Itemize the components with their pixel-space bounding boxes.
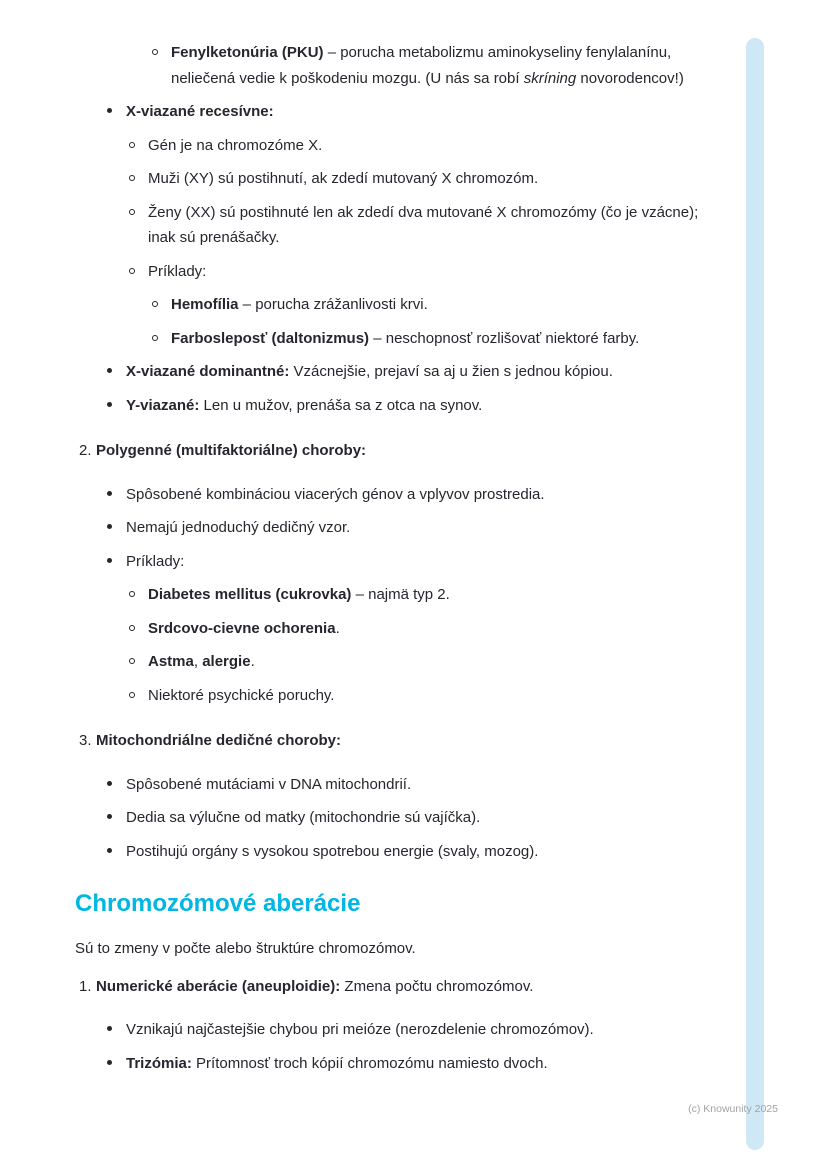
- bullet-dot: [107, 108, 112, 113]
- text-segment: Príklady:: [126, 552, 185, 570]
- bullet-icon: [129, 133, 148, 148]
- list-item: [129, 683, 725, 709]
- text-segment: Ženy (XX) sú postihnuté len ak zdedí dva mutované X chromozómy (čo je vzácne); inak sú prenášačky.: [148, 203, 699, 246]
- bullet-icon: [107, 1051, 126, 1065]
- list-item: [129, 200, 725, 251]
- text-segment: Zmena počtu chromozómov.: [340, 977, 534, 995]
- text-segment: Numerické aberácie (aneuploidie):: [96, 977, 341, 995]
- list-item-text: [126, 839, 725, 865]
- bullet-dot: [129, 591, 135, 597]
- bullet-icon: [107, 549, 126, 563]
- list-item-text: [171, 292, 725, 318]
- numbered-item: [75, 974, 725, 1000]
- item-number: 2.: [79, 442, 92, 459]
- bullet-dot: [129, 268, 135, 274]
- text-segment: Dedia sa výlučne od matky (mitochondrie sú vajíčka).: [126, 809, 481, 826]
- bullet-icon: [129, 166, 148, 181]
- list-item-text: [171, 40, 725, 91]
- bullet-dot: [107, 781, 112, 786]
- item-number: 3.: [79, 732, 92, 749]
- list-item-text: [126, 772, 725, 798]
- text-segment: alergie: [202, 653, 251, 670]
- list-item-text: [148, 683, 725, 709]
- list-item-text: [126, 99, 725, 125]
- numbered-item: [75, 438, 725, 464]
- bullet-icon: [129, 683, 148, 698]
- text-segment: Len u mužov, prenáša sa z otca na synov.: [199, 396, 483, 414]
- watermark: (c) Knowunity 2025: [688, 1103, 778, 1115]
- bullet-dot: [129, 658, 135, 664]
- bullet-icon: [107, 839, 126, 853]
- bullet-dot: [129, 209, 135, 215]
- text-segment: Gén je na chromozóme X.: [148, 136, 323, 154]
- text-segment: ,: [193, 653, 203, 670]
- text-segment: – neschopnosť rozlišovať niektoré farby.: [369, 329, 640, 347]
- list-item-text: [126, 805, 725, 831]
- bullet-dot: [152, 301, 158, 307]
- text-segment: – porucha metabolizmu aminokyseliny fenylalanínu, neliečená vedie k poškodeniu mozgu. (U nás sa robí: [171, 44, 672, 87]
- bullet-icon: [107, 359, 126, 373]
- text-segment: Astma: [148, 653, 194, 670]
- bullet-icon: [152, 326, 171, 341]
- bullet-icon: [129, 259, 148, 274]
- list-item: [107, 393, 725, 419]
- list-item: [107, 1017, 725, 1043]
- bullet-icon: [107, 482, 126, 496]
- text-segment: X-viazané dominantné:: [126, 363, 290, 380]
- list-item-text: [126, 1051, 725, 1077]
- bullet-dot: [107, 402, 112, 407]
- text-segment: Y-viazané:: [126, 396, 200, 414]
- section-heading: Chromozómové aberácie: [75, 890, 361, 917]
- list-item-text: [148, 649, 725, 675]
- text-segment: Spôsobené mutáciami v DNA mitochondrií.: [126, 775, 412, 793]
- list-item-text: [126, 1017, 725, 1043]
- item-number: 1.: [79, 977, 92, 995]
- text-segment: Niektoré psychické poruchy.: [148, 686, 335, 704]
- list-item: [107, 549, 725, 575]
- list-item: [107, 515, 725, 541]
- text-segment: Fenylketonúria (PKU): [171, 44, 324, 61]
- list-item-text: [148, 582, 725, 608]
- text-segment: Diabetes mellitus (cukrovka): [148, 586, 352, 603]
- document-content: [75, 40, 725, 1084]
- numbered-item: [75, 728, 725, 754]
- text-segment: Muži (XY) sú postihnutí, ak zdedí mutovaný X chromozóm.: [148, 170, 539, 187]
- bullet-dot: [129, 692, 135, 698]
- list-item: [107, 772, 725, 798]
- bullet-dot: [107, 524, 112, 529]
- bullet-dot: [152, 49, 158, 55]
- bullet-dot: [107, 1060, 112, 1065]
- text-segment: – najmä typ 2.: [351, 586, 450, 603]
- list-item-text: [148, 616, 725, 642]
- list-item: [107, 359, 725, 385]
- bullet-dot: [107, 368, 112, 373]
- bullet-icon: [152, 40, 171, 55]
- bullet-dot: [107, 1026, 112, 1031]
- text-segment: Spôsobené kombináciou viacerých génov a vplyvov prostredia.: [126, 485, 545, 503]
- list-item: [152, 326, 725, 352]
- bullet-icon: [107, 772, 126, 786]
- text-segment: Hemofília: [171, 296, 239, 313]
- bullet-icon: [129, 200, 148, 215]
- bullet-icon: [129, 582, 148, 597]
- bullet-dot: [152, 335, 158, 341]
- list-item: [129, 133, 725, 159]
- numbered-item-text: [96, 974, 725, 1000]
- paragraph: Sú to zmeny v počte alebo štruktúre chromozómov.: [75, 940, 416, 958]
- list-item: [107, 805, 725, 831]
- list-item-text: [126, 515, 725, 541]
- list-item-text: [126, 482, 725, 508]
- list-item-text: [148, 259, 725, 285]
- bullet-dot: [107, 491, 112, 496]
- text-segment: .: [335, 619, 340, 637]
- text-segment: .: [250, 653, 255, 670]
- list-item: [129, 166, 725, 192]
- bullet-dot: [107, 848, 112, 853]
- bullet-dot: [129, 175, 135, 181]
- text-segment: Nemajú jednoduchý dedičný vzor.: [126, 519, 351, 536]
- text-segment: Polygenné (multifaktoriálne) choroby:: [96, 442, 367, 459]
- bullet-icon: [107, 99, 126, 113]
- text-segment: Prítomnosť troch kópií chromozómu namiesto dvoch.: [191, 1054, 548, 1072]
- list-item-text: [126, 359, 725, 385]
- list-item: [129, 616, 725, 642]
- text-segment: Farbosleposť (daltonizmus): [171, 329, 370, 347]
- list-item-text: [148, 133, 725, 159]
- list-item-text: [171, 326, 725, 352]
- bullet-icon: [107, 515, 126, 529]
- bullet-icon: [152, 292, 171, 307]
- bullet-icon: [107, 1017, 126, 1031]
- bullet-icon: [107, 805, 126, 819]
- list-item: [129, 649, 725, 675]
- text-segment: Vzácnejšie, prejaví sa aj u žien s jednou kópiou.: [289, 363, 613, 380]
- list-item: [107, 1051, 725, 1077]
- bullet-dot: [129, 142, 135, 148]
- text-segment: skríning: [523, 69, 577, 87]
- text-segment: Srdcovo-cievne ochorenia: [148, 619, 336, 637]
- text-segment: novorodencov!): [576, 69, 684, 87]
- list-item: [107, 482, 725, 508]
- list-item: [129, 582, 725, 608]
- text-segment: Príklady:: [148, 262, 207, 280]
- bullet-dot: [129, 625, 135, 631]
- list-item-text: [126, 549, 725, 575]
- list-item: [107, 839, 725, 865]
- list-item: [152, 40, 725, 91]
- list-item: [129, 259, 725, 285]
- text-segment: Vznikajú najčastejšie chybou pri meióze (nerozdelenie chromozómov).: [126, 1021, 594, 1039]
- list-item-text: [148, 200, 725, 251]
- list-item-text: [126, 393, 725, 419]
- scrollbar-thumb[interactable]: [746, 38, 764, 1150]
- text-segment: Mitochondriálne dedičné choroby:: [96, 732, 342, 749]
- numbered-item-text: [96, 438, 725, 464]
- text-segment: Trizómia:: [126, 1054, 192, 1072]
- text-segment: X-viazané recesívne:: [126, 103, 274, 120]
- bullet-dot: [107, 558, 112, 563]
- text-segment: Postihujú orgány s vysokou spotrebou energie (svaly, mozog).: [126, 842, 539, 860]
- bullet-icon: [107, 393, 126, 407]
- list-item: [107, 99, 725, 125]
- text-segment: – porucha zrážanlivosti krvi.: [238, 296, 428, 313]
- list-item: [152, 292, 725, 318]
- bullet-icon: [129, 649, 148, 664]
- list-item-text: [148, 166, 725, 192]
- bullet-icon: [129, 616, 148, 631]
- bullet-dot: [107, 814, 112, 819]
- numbered-item-text: [96, 728, 725, 754]
